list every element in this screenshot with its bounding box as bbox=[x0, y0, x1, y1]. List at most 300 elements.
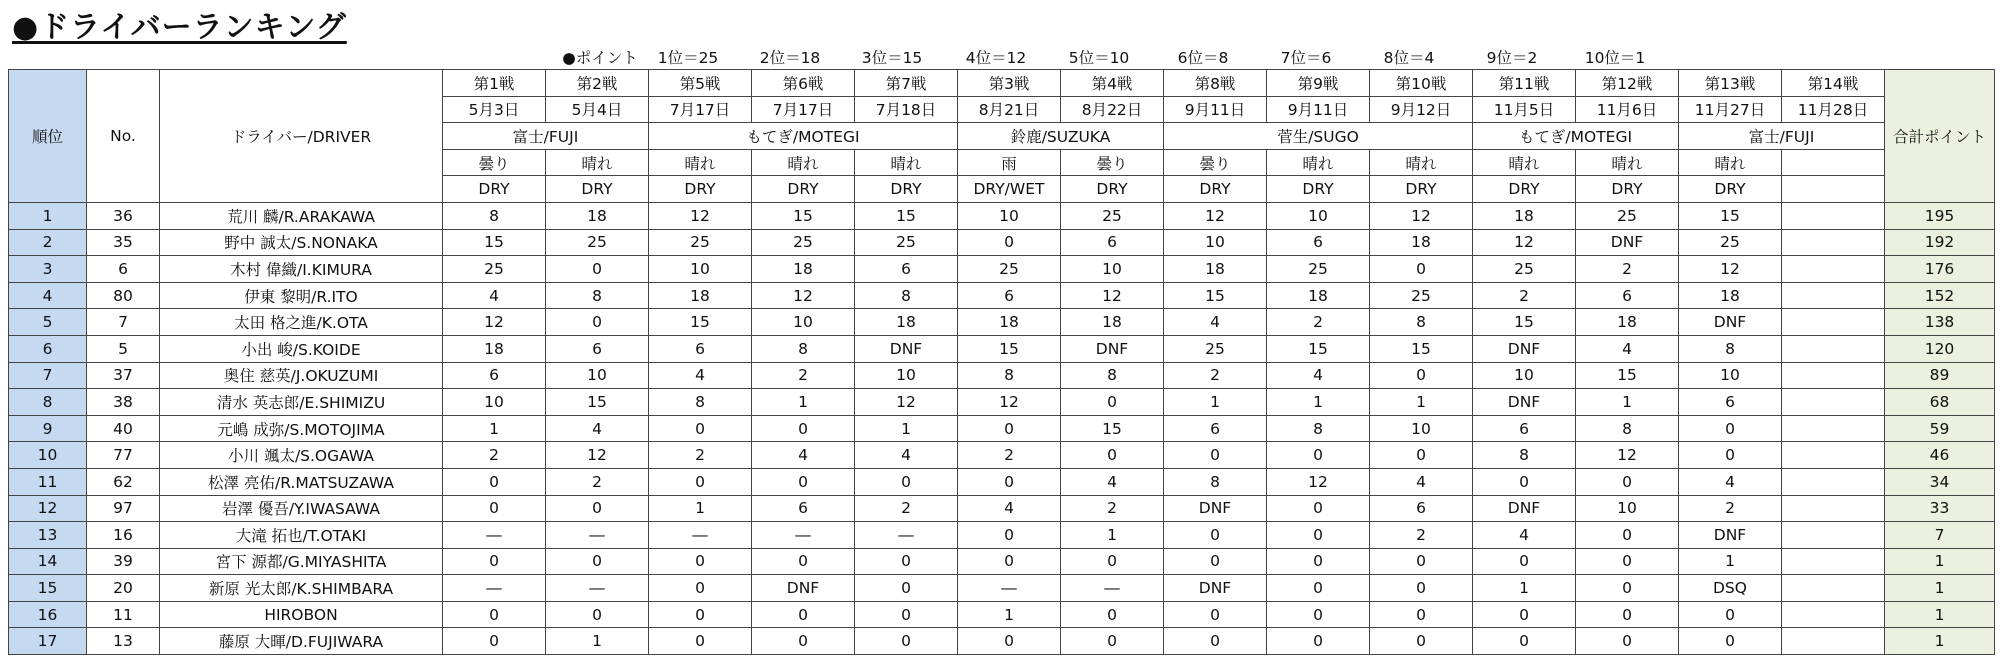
rank-header: 順位 bbox=[9, 70, 87, 203]
race-date: 7月17日 bbox=[649, 96, 752, 123]
circuit-name: もてぎ/MOTEGI bbox=[1473, 123, 1679, 150]
race-result-cell: 25 bbox=[546, 229, 649, 256]
race-result-cell: DNF bbox=[1473, 495, 1576, 522]
race-result-cell: 0 bbox=[1576, 575, 1679, 602]
race-result-cell: DNF bbox=[1576, 229, 1679, 256]
race-result-cell: 12 bbox=[443, 309, 546, 336]
race-result-cell: 4 bbox=[443, 282, 546, 309]
race-weather: 雨 bbox=[958, 149, 1061, 176]
race-result-cell: 15 bbox=[1473, 309, 1576, 336]
race-result-cell: 1 bbox=[1370, 389, 1473, 416]
race-result-cell: 0 bbox=[443, 601, 546, 628]
rank-cell: 7 bbox=[9, 362, 87, 389]
race-result-cell: 2 bbox=[1164, 362, 1267, 389]
car-number-cell: 62 bbox=[87, 468, 160, 495]
race-weather: 晴れ bbox=[1370, 149, 1473, 176]
race-result-cell: 1 bbox=[546, 628, 649, 655]
total-points-cell: 152 bbox=[1885, 282, 1995, 309]
race-result-cell: 1 bbox=[1473, 575, 1576, 602]
race-result-cell: 0 bbox=[1370, 548, 1473, 575]
table-row bbox=[9, 601, 1995, 628]
race-weather bbox=[1782, 149, 1885, 176]
race-result-cell bbox=[1782, 628, 1885, 655]
page-title: ●ドライバーランキング bbox=[12, 10, 347, 45]
race-result-cell: 25 bbox=[443, 256, 546, 283]
race-result-cell: 0 bbox=[649, 575, 752, 602]
race-result-cell: ― bbox=[958, 575, 1061, 602]
driver-name-cell: 奥住 慈英/J.OKUZUMI bbox=[160, 362, 443, 389]
driver-name-cell: 小川 颯太/S.OGAWA bbox=[160, 442, 443, 469]
race-result-cell: 0 bbox=[1370, 601, 1473, 628]
rank-cell: 13 bbox=[9, 522, 87, 549]
race-date: 8月21日 bbox=[958, 96, 1061, 123]
race-result-cell: 0 bbox=[1164, 628, 1267, 655]
race-result-cell: 10 bbox=[1473, 362, 1576, 389]
race-result-cell: 18 bbox=[752, 256, 855, 283]
race-result-cell: 0 bbox=[1061, 601, 1164, 628]
car-number-cell: 7 bbox=[87, 309, 160, 336]
race-result-cell: 2 bbox=[752, 362, 855, 389]
race-result-cell: 18 bbox=[1164, 256, 1267, 283]
race-result-cell: 4 bbox=[1473, 522, 1576, 549]
race-result-cell: 18 bbox=[546, 202, 649, 229]
total-points-cell: 7 bbox=[1885, 522, 1995, 549]
race-result-cell: 6 bbox=[958, 282, 1061, 309]
points-legend-item: 2位＝18 bbox=[759, 49, 821, 67]
race-result-cell: 0 bbox=[443, 548, 546, 575]
race-result-cell: 0 bbox=[958, 548, 1061, 575]
circuit-name: 富士/FUJI bbox=[443, 123, 649, 150]
race-date: 9月11日 bbox=[1164, 96, 1267, 123]
race-surface: DRY bbox=[649, 176, 752, 203]
race-result-cell: 15 bbox=[1164, 282, 1267, 309]
race-result-cell: 15 bbox=[649, 309, 752, 336]
race-result-cell: 0 bbox=[1473, 601, 1576, 628]
race-result-cell: 0 bbox=[546, 309, 649, 336]
race-result-cell: 10 bbox=[649, 256, 752, 283]
race-result-cell: 0 bbox=[1370, 628, 1473, 655]
race-result-cell: 0 bbox=[752, 601, 855, 628]
points-legend-item: 4位＝12 bbox=[965, 49, 1027, 67]
race-result-cell: 12 bbox=[958, 389, 1061, 416]
no-header: No. bbox=[87, 70, 160, 203]
race-result-cell: 8 bbox=[1473, 442, 1576, 469]
race-result-cell: 15 bbox=[855, 202, 958, 229]
car-number-cell: 16 bbox=[87, 522, 160, 549]
rank-cell: 4 bbox=[9, 282, 87, 309]
race-result-cell bbox=[1782, 282, 1885, 309]
race-label: 第9戦 bbox=[1267, 70, 1370, 97]
race-result-cell: ― bbox=[546, 575, 649, 602]
race-result-cell: 0 bbox=[443, 628, 546, 655]
race-result-cell: 0 bbox=[1679, 628, 1782, 655]
race-result-cell: 0 bbox=[1679, 415, 1782, 442]
race-result-cell: 8 bbox=[855, 282, 958, 309]
race-result-cell: 4 bbox=[1164, 309, 1267, 336]
race-result-cell: 0 bbox=[1164, 548, 1267, 575]
race-date: 11月27日 bbox=[1679, 96, 1782, 123]
race-result-cell: 1 bbox=[1061, 522, 1164, 549]
race-result-cell: 12 bbox=[752, 282, 855, 309]
race-result-cell: 0 bbox=[752, 468, 855, 495]
race-result-cell: DNF bbox=[752, 575, 855, 602]
race-result-cell: 1 bbox=[1576, 389, 1679, 416]
race-surface: DRY bbox=[1267, 176, 1370, 203]
race-date: 7月18日 bbox=[855, 96, 958, 123]
rank-cell: 5 bbox=[9, 309, 87, 336]
driver-name-cell: 野中 誠太/S.NONAKA bbox=[160, 229, 443, 256]
race-result-cell: 0 bbox=[1164, 601, 1267, 628]
race-result-cell: ― bbox=[752, 522, 855, 549]
race-result-cell: 0 bbox=[1061, 442, 1164, 469]
race-result-cell: 6 bbox=[443, 362, 546, 389]
driver-name-cell: 荒川 麟/R.ARAKAWA bbox=[160, 202, 443, 229]
points-legend-item: 7位＝6 bbox=[1280, 49, 1332, 67]
race-result-cell: 0 bbox=[1061, 389, 1164, 416]
race-result-cell bbox=[1782, 548, 1885, 575]
race-result-cell: 0 bbox=[958, 522, 1061, 549]
race-result-cell: DNF bbox=[1164, 495, 1267, 522]
race-result-cell: ― bbox=[855, 522, 958, 549]
race-date: 9月11日 bbox=[1267, 96, 1370, 123]
total-points-cell: 1 bbox=[1885, 601, 1995, 628]
points-legend-item: ●ポイント bbox=[562, 49, 638, 67]
race-result-cell: 15 bbox=[546, 389, 649, 416]
race-result-cell: 4 bbox=[1061, 468, 1164, 495]
race-result-cell: 18 bbox=[1679, 282, 1782, 309]
race-result-cell: 12 bbox=[855, 389, 958, 416]
race-result-cell: 2 bbox=[855, 495, 958, 522]
race-result-cell: 0 bbox=[1679, 601, 1782, 628]
race-result-cell bbox=[1782, 229, 1885, 256]
race-result-cell: 1 bbox=[1267, 389, 1370, 416]
race-result-cell: 4 bbox=[752, 442, 855, 469]
car-number-cell: 13 bbox=[87, 628, 160, 655]
race-result-cell: 6 bbox=[546, 335, 649, 362]
race-result-cell: 0 bbox=[1576, 628, 1679, 655]
driver-header: ドライバー/DRIVER bbox=[160, 70, 443, 203]
race-result-cell: 0 bbox=[443, 495, 546, 522]
total-points-cell: 46 bbox=[1885, 442, 1995, 469]
car-number-cell: 5 bbox=[87, 335, 160, 362]
total-points-cell: 195 bbox=[1885, 202, 1995, 229]
race-result-cell: 0 bbox=[855, 575, 958, 602]
race-surface: DRY bbox=[1061, 176, 1164, 203]
race-result-cell: 0 bbox=[1473, 468, 1576, 495]
race-result-cell: 8 bbox=[1679, 335, 1782, 362]
total-points-cell: 89 bbox=[1885, 362, 1995, 389]
race-result-cell: 6 bbox=[752, 495, 855, 522]
race-result-cell: 1 bbox=[649, 495, 752, 522]
race-result-cell: 18 bbox=[855, 309, 958, 336]
total-points-cell: 192 bbox=[1885, 229, 1995, 256]
race-surface: DRY bbox=[855, 176, 958, 203]
race-result-cell: 10 bbox=[1370, 415, 1473, 442]
circuit-name: 菅生/SUGO bbox=[1164, 123, 1473, 150]
race-result-cell: 25 bbox=[1164, 335, 1267, 362]
race-date: 11月28日 bbox=[1782, 96, 1885, 123]
race-date: 5月4日 bbox=[546, 96, 649, 123]
race-weather: 晴れ bbox=[1267, 149, 1370, 176]
race-result-cell: 2 bbox=[1473, 282, 1576, 309]
race-surface: DRY bbox=[546, 176, 649, 203]
race-result-cell: 1 bbox=[1164, 389, 1267, 416]
race-result-cell: 15 bbox=[1370, 335, 1473, 362]
rank-cell: 1 bbox=[9, 202, 87, 229]
race-date: 7月17日 bbox=[752, 96, 855, 123]
header-row-race bbox=[9, 70, 1995, 97]
race-result-cell: 0 bbox=[855, 548, 958, 575]
race-result-cell: 0 bbox=[1267, 548, 1370, 575]
table-row bbox=[9, 202, 1995, 229]
race-result-cell: 0 bbox=[855, 601, 958, 628]
race-label: 第1戦 bbox=[443, 70, 546, 97]
race-result-cell: 6 bbox=[1267, 229, 1370, 256]
driver-name-cell: 宮下 源都/G.MIYASHITA bbox=[160, 548, 443, 575]
table-header bbox=[9, 70, 1995, 203]
race-label: 第10戦 bbox=[1370, 70, 1473, 97]
rank-cell: 9 bbox=[9, 415, 87, 442]
race-result-cell: 25 bbox=[1473, 256, 1576, 283]
race-result-cell: 18 bbox=[1267, 282, 1370, 309]
race-result-cell: 0 bbox=[1576, 522, 1679, 549]
table-row bbox=[9, 415, 1995, 442]
car-number-cell: 97 bbox=[87, 495, 160, 522]
race-label: 第7戦 bbox=[855, 70, 958, 97]
driver-name-cell: 藤原 大暉/D.FUJIWARA bbox=[160, 628, 443, 655]
race-result-cell: 8 bbox=[649, 389, 752, 416]
race-result-cell: 0 bbox=[649, 415, 752, 442]
race-result-cell: 10 bbox=[1576, 495, 1679, 522]
race-label: 第6戦 bbox=[752, 70, 855, 97]
race-surface: DRY bbox=[752, 176, 855, 203]
race-result-cell: 0 bbox=[546, 495, 649, 522]
car-number-cell: 37 bbox=[87, 362, 160, 389]
race-result-cell: 0 bbox=[1473, 548, 1576, 575]
race-result-cell: 10 bbox=[958, 202, 1061, 229]
race-result-cell: 8 bbox=[1370, 309, 1473, 336]
rank-cell: 15 bbox=[9, 575, 87, 602]
race-result-cell: 8 bbox=[1576, 415, 1679, 442]
race-result-cell: 12 bbox=[1267, 468, 1370, 495]
driver-name-cell: 太田 格之進/K.OTA bbox=[160, 309, 443, 336]
race-result-cell: ― bbox=[649, 522, 752, 549]
race-result-cell: 8 bbox=[1267, 415, 1370, 442]
race-result-cell: 1 bbox=[958, 601, 1061, 628]
race-result-cell: 0 bbox=[1370, 256, 1473, 283]
race-result-cell: ― bbox=[1061, 575, 1164, 602]
race-result-cell: 15 bbox=[958, 335, 1061, 362]
race-result-cell: 0 bbox=[1576, 548, 1679, 575]
race-result-cell: 12 bbox=[1164, 202, 1267, 229]
race-result-cell: 0 bbox=[1267, 522, 1370, 549]
race-result-cell: 1 bbox=[443, 415, 546, 442]
race-result-cell: 8 bbox=[752, 335, 855, 362]
race-result-cell: 0 bbox=[752, 628, 855, 655]
table-row bbox=[9, 335, 1995, 362]
race-date: 5月3日 bbox=[443, 96, 546, 123]
race-result-cell: DNF bbox=[1679, 309, 1782, 336]
race-result-cell: 0 bbox=[752, 415, 855, 442]
race-result-cell: 10 bbox=[546, 362, 649, 389]
race-result-cell: 0 bbox=[752, 548, 855, 575]
race-result-cell: 0 bbox=[546, 601, 649, 628]
race-weather: 晴れ bbox=[1679, 149, 1782, 176]
race-result-cell: 6 bbox=[1061, 229, 1164, 256]
race-result-cell: 25 bbox=[1267, 256, 1370, 283]
circuit-name: 富士/FUJI bbox=[1679, 123, 1885, 150]
race-result-cell bbox=[1782, 415, 1885, 442]
car-number-cell: 80 bbox=[87, 282, 160, 309]
race-result-cell: 6 bbox=[1370, 495, 1473, 522]
race-result-cell bbox=[1782, 601, 1885, 628]
race-result-cell: DNF bbox=[1473, 389, 1576, 416]
race-result-cell: 10 bbox=[1679, 362, 1782, 389]
total-points-cell: 1 bbox=[1885, 628, 1995, 655]
driver-name-cell: 清水 英志郎/E.SHIMIZU bbox=[160, 389, 443, 416]
table-row bbox=[9, 389, 1995, 416]
race-result-cell: 25 bbox=[958, 256, 1061, 283]
race-weather: 晴れ bbox=[1473, 149, 1576, 176]
race-result-cell: ― bbox=[443, 575, 546, 602]
race-weather: 曇り bbox=[1164, 149, 1267, 176]
race-result-cell: 0 bbox=[958, 229, 1061, 256]
rank-cell: 10 bbox=[9, 442, 87, 469]
race-result-cell: 18 bbox=[1370, 229, 1473, 256]
race-result-cell: 25 bbox=[1061, 202, 1164, 229]
driver-name-cell: 小出 峻/S.KOIDE bbox=[160, 335, 443, 362]
race-result-cell: 8 bbox=[1061, 362, 1164, 389]
race-result-cell: ― bbox=[443, 522, 546, 549]
race-result-cell: 15 bbox=[1576, 362, 1679, 389]
race-result-cell: 0 bbox=[649, 468, 752, 495]
race-result-cell: 0 bbox=[958, 628, 1061, 655]
race-result-cell: 25 bbox=[1370, 282, 1473, 309]
race-result-cell: 2 bbox=[649, 442, 752, 469]
table-row bbox=[9, 309, 1995, 336]
table-body bbox=[9, 202, 1995, 654]
race-result-cell: 8 bbox=[443, 202, 546, 229]
race-date: 8月22日 bbox=[1061, 96, 1164, 123]
driver-name-cell: 松澤 亮佑/R.MATSUZAWA bbox=[160, 468, 443, 495]
rank-cell: 6 bbox=[9, 335, 87, 362]
race-result-cell: 2 bbox=[1576, 256, 1679, 283]
race-result-cell: 15 bbox=[443, 229, 546, 256]
table-row bbox=[9, 548, 1995, 575]
race-result-cell: 2 bbox=[1267, 309, 1370, 336]
race-result-cell: 0 bbox=[1267, 601, 1370, 628]
race-result-cell: 2 bbox=[958, 442, 1061, 469]
driver-name-cell: 新原 光太郎/K.SHIMBARA bbox=[160, 575, 443, 602]
race-result-cell: 18 bbox=[1473, 202, 1576, 229]
race-result-cell bbox=[1782, 335, 1885, 362]
race-result-cell: 8 bbox=[546, 282, 649, 309]
race-result-cell bbox=[1782, 256, 1885, 283]
race-label: 第2戦 bbox=[546, 70, 649, 97]
race-result-cell: 12 bbox=[1473, 229, 1576, 256]
race-result-cell bbox=[1782, 575, 1885, 602]
race-date: 11月5日 bbox=[1473, 96, 1576, 123]
race-result-cell: 4 bbox=[1267, 362, 1370, 389]
race-result-cell: 10 bbox=[752, 309, 855, 336]
race-date: 11月6日 bbox=[1576, 96, 1679, 123]
race-result-cell: 2 bbox=[443, 442, 546, 469]
race-result-cell: 4 bbox=[1576, 335, 1679, 362]
race-surface: DRY bbox=[1576, 176, 1679, 203]
total-points-cell: 138 bbox=[1885, 309, 1995, 336]
race-result-cell: 18 bbox=[1576, 309, 1679, 336]
race-result-cell: 0 bbox=[546, 548, 649, 575]
race-result-cell: 0 bbox=[1679, 442, 1782, 469]
race-result-cell: 0 bbox=[1164, 442, 1267, 469]
race-result-cell: 25 bbox=[855, 229, 958, 256]
race-weather: 晴れ bbox=[752, 149, 855, 176]
race-result-cell bbox=[1782, 309, 1885, 336]
points-legend-item: 5位＝10 bbox=[1068, 49, 1130, 67]
race-label: 第8戦 bbox=[1164, 70, 1267, 97]
total-points-cell: 68 bbox=[1885, 389, 1995, 416]
circuit-name: もてぎ/MOTEGI bbox=[649, 123, 958, 150]
race-result-cell: 4 bbox=[958, 495, 1061, 522]
race-result-cell: 0 bbox=[1164, 522, 1267, 549]
points-legend-item: 6位＝8 bbox=[1177, 49, 1229, 67]
driver-name-cell: HIROBON bbox=[160, 601, 443, 628]
race-result-cell bbox=[1782, 495, 1885, 522]
race-result-cell: 25 bbox=[1679, 229, 1782, 256]
race-result-cell: 0 bbox=[1267, 495, 1370, 522]
race-result-cell: DNF bbox=[855, 335, 958, 362]
points-legend-item: 10位＝1 bbox=[1584, 49, 1646, 67]
race-label: 第4戦 bbox=[1061, 70, 1164, 97]
points-legend-item: 9位＝2 bbox=[1486, 49, 1538, 67]
table-row bbox=[9, 575, 1995, 602]
race-result-cell: DNF bbox=[1679, 522, 1782, 549]
total-points-cell: 59 bbox=[1885, 415, 1995, 442]
car-number-cell: 35 bbox=[87, 229, 160, 256]
rank-cell: 2 bbox=[9, 229, 87, 256]
race-result-cell: 0 bbox=[649, 548, 752, 575]
car-number-cell: 40 bbox=[87, 415, 160, 442]
race-surface: DRY bbox=[1679, 176, 1782, 203]
race-surface: DRY bbox=[1164, 176, 1267, 203]
table-row bbox=[9, 495, 1995, 522]
race-result-cell: 2 bbox=[1061, 495, 1164, 522]
race-weather: 曇り bbox=[1061, 149, 1164, 176]
car-number-cell: 77 bbox=[87, 442, 160, 469]
race-result-cell: 0 bbox=[546, 256, 649, 283]
race-result-cell: 6 bbox=[1576, 282, 1679, 309]
rank-cell: 16 bbox=[9, 601, 87, 628]
table-row bbox=[9, 256, 1995, 283]
race-label: 第14戦 bbox=[1782, 70, 1885, 97]
race-result-cell bbox=[1782, 202, 1885, 229]
table-row bbox=[9, 362, 1995, 389]
race-result-cell: 18 bbox=[1061, 309, 1164, 336]
race-result-cell: DNF bbox=[1164, 575, 1267, 602]
race-label: 第5戦 bbox=[649, 70, 752, 97]
race-result-cell: 8 bbox=[958, 362, 1061, 389]
race-result-cell: 0 bbox=[855, 468, 958, 495]
race-result-cell: DNF bbox=[1473, 335, 1576, 362]
race-result-cell: 1 bbox=[752, 389, 855, 416]
car-number-cell: 20 bbox=[87, 575, 160, 602]
race-result-cell: 12 bbox=[1679, 256, 1782, 283]
race-result-cell: 4 bbox=[1370, 468, 1473, 495]
race-result-cell: 1 bbox=[855, 415, 958, 442]
race-result-cell: 4 bbox=[855, 442, 958, 469]
race-result-cell: DNF bbox=[1061, 335, 1164, 362]
race-result-cell: 0 bbox=[1370, 362, 1473, 389]
